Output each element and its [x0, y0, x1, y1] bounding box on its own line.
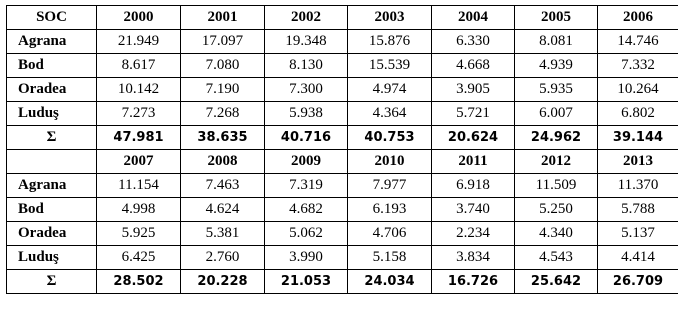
value-cell: 7.319: [265, 174, 348, 198]
value-cell: 6.802: [598, 102, 678, 126]
year-header: 2012: [515, 150, 598, 174]
table-row: [7, 174, 678, 198]
value-cell: 8.130: [265, 54, 348, 78]
value-cell: 4.543: [515, 246, 598, 270]
value-cell: 4.624: [181, 198, 265, 222]
value-cell: 11.370: [598, 174, 678, 198]
value-cell: 6.007: [515, 102, 598, 126]
value-cell: 4.939: [515, 54, 598, 78]
value-cell: 5.788: [598, 198, 678, 222]
value-cell: 6.425: [97, 246, 181, 270]
value-cell: 4.340: [515, 222, 598, 246]
sum-value-cell: 38.635: [181, 126, 265, 150]
value-cell: 15.876: [348, 30, 432, 54]
value-cell: 7.080: [181, 54, 265, 78]
year-header: 2008: [181, 150, 265, 174]
row-label: Bod: [7, 198, 97, 222]
table-row: [7, 78, 678, 102]
value-cell: 7.332: [598, 54, 678, 78]
value-cell: 3.834: [432, 246, 515, 270]
year-header: 2001: [181, 6, 265, 30]
value-cell: 4.364: [348, 102, 432, 126]
value-cell: 4.998: [97, 198, 181, 222]
value-cell: 4.682: [265, 198, 348, 222]
row-label: Oradea: [7, 78, 97, 102]
year-header: 2009: [265, 150, 348, 174]
value-cell: 14.746: [598, 30, 678, 54]
sum-value-cell: 21.053: [265, 270, 348, 294]
value-cell: 11.154: [97, 174, 181, 198]
value-cell: 5.925: [97, 222, 181, 246]
sum-value-cell: 28.502: [97, 270, 181, 294]
value-cell: 8.617: [97, 54, 181, 78]
header-row: [7, 6, 678, 30]
sum-value-cell: 40.716: [265, 126, 348, 150]
value-cell: 4.668: [432, 54, 515, 78]
row-label: Oradea: [7, 222, 97, 246]
value-cell: 19.348: [265, 30, 348, 54]
value-cell: 3.740: [432, 198, 515, 222]
sum-value-cell: 40.753: [348, 126, 432, 150]
table-row: [7, 222, 678, 246]
value-cell: 5.721: [432, 102, 515, 126]
table-row: [7, 30, 678, 54]
year-header: 2006: [598, 6, 678, 30]
value-cell: 11.509: [515, 174, 598, 198]
value-cell: 7.300: [265, 78, 348, 102]
sum-label: Σ: [7, 126, 97, 150]
table-body: [7, 6, 678, 294]
sum-value-cell: 24.034: [348, 270, 432, 294]
row-label: Agrana: [7, 174, 97, 198]
value-cell: 5.062: [265, 222, 348, 246]
value-cell: 6.918: [432, 174, 515, 198]
sum-value-cell: 24.962: [515, 126, 598, 150]
production-table: [6, 5, 678, 294]
year-header: 2005: [515, 6, 598, 30]
sum-value-cell: 20.228: [181, 270, 265, 294]
year-header: 2010: [348, 150, 432, 174]
row-label: Bod: [7, 54, 97, 78]
table-row: [7, 54, 678, 78]
value-cell: 7.977: [348, 174, 432, 198]
row-label: Luduş: [7, 102, 97, 126]
value-cell: 10.264: [598, 78, 678, 102]
value-cell: 4.706: [348, 222, 432, 246]
value-cell: 4.414: [598, 246, 678, 270]
value-cell: 5.935: [515, 78, 598, 102]
row-header-label: [7, 150, 97, 174]
sum-value-cell: 26.709: [598, 270, 678, 294]
sum-row: [7, 270, 678, 294]
value-cell: 6.330: [432, 30, 515, 54]
table-row: [7, 246, 678, 270]
year-header: 2013: [598, 150, 678, 174]
value-cell: 6.193: [348, 198, 432, 222]
value-cell: 2.234: [432, 222, 515, 246]
value-cell: 7.268: [181, 102, 265, 126]
value-cell: 7.190: [181, 78, 265, 102]
year-header: 2004: [432, 6, 515, 30]
value-cell: 5.158: [348, 246, 432, 270]
value-cell: 5.938: [265, 102, 348, 126]
row-label: Luduş: [7, 246, 97, 270]
row-header-label: SOC: [7, 6, 97, 30]
value-cell: 3.990: [265, 246, 348, 270]
sum-value-cell: 20.624: [432, 126, 515, 150]
sum-value-cell: 39.144: [598, 126, 678, 150]
value-cell: 15.539: [348, 54, 432, 78]
sum-value-cell: 16.726: [432, 270, 515, 294]
value-cell: 5.381: [181, 222, 265, 246]
value-cell: 5.137: [598, 222, 678, 246]
value-cell: 10.142: [97, 78, 181, 102]
year-header: 2011: [432, 150, 515, 174]
value-cell: 4.974: [348, 78, 432, 102]
header-row: [7, 150, 678, 174]
table-row: [7, 198, 678, 222]
value-cell: 7.463: [181, 174, 265, 198]
value-cell: 21.949: [97, 30, 181, 54]
value-cell: 2.760: [181, 246, 265, 270]
year-header: 2007: [97, 150, 181, 174]
sum-row: [7, 126, 678, 150]
table-row: [7, 102, 678, 126]
value-cell: 3.905: [432, 78, 515, 102]
year-header: 2002: [265, 6, 348, 30]
sum-label: Σ: [7, 270, 97, 294]
year-header: 2000: [97, 6, 181, 30]
data-table-container: [6, 5, 678, 325]
sum-value-cell: 47.981: [97, 126, 181, 150]
row-label: Agrana: [7, 30, 97, 54]
year-header: 2003: [348, 6, 432, 30]
value-cell: 7.273: [97, 102, 181, 126]
value-cell: 17.097: [181, 30, 265, 54]
sum-value-cell: 25.642: [515, 270, 598, 294]
value-cell: 8.081: [515, 30, 598, 54]
value-cell: 5.250: [515, 198, 598, 222]
